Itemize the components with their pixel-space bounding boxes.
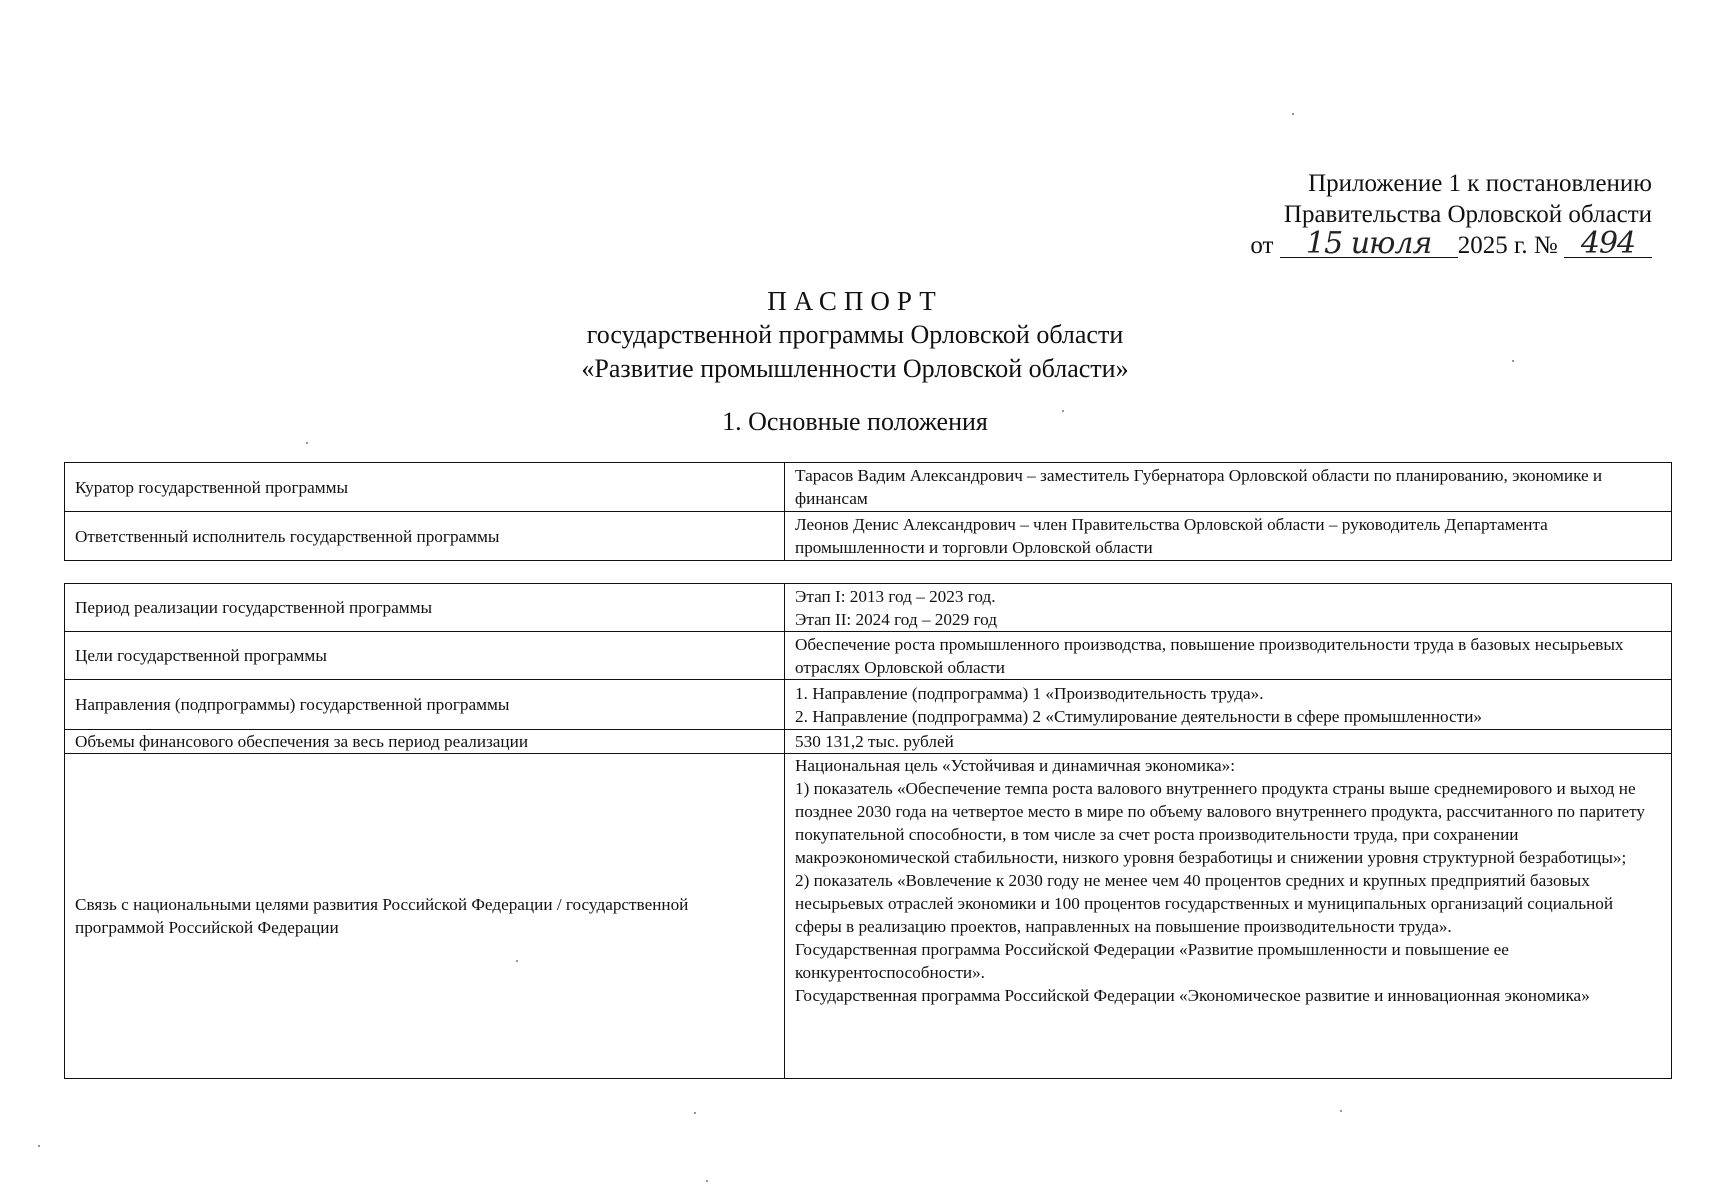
curator-table [64, 462, 1672, 561]
scan-speck [516, 960, 518, 962]
scan-speck [1292, 113, 1294, 115]
curator-value: Тарасов Вадим Александрович – заместитель Губернатора Орловской области по планированию, экономике и финансам [785, 463, 1672, 512]
funding-label: Объемы финансового обеспечения за весь период реализации [65, 730, 785, 754]
executor-label: Ответственный исполнитель государственной программы [65, 512, 785, 561]
directions-label: Направления (подпрограммы) государственной программы [65, 680, 785, 730]
scan-speck [38, 1145, 40, 1147]
title-line-3: «Развитие промышленности Орловской области» [581, 354, 1129, 383]
links-line-3: 2) показатель «Вовлечение к 2030 году не менее чем 40 процентов средних и крупных предприятий базовых несырьевых отраслей экономики и 100 процентов государственных и муниципальных организаций социальной сферы в реализацию проектов, направленных на повышение производительности труда». [795, 871, 1614, 936]
goals-value: Обеспечение роста промышленного производства, повышение производительности труда в базовых несырьевых отраслях Орловской области [785, 632, 1672, 680]
scan-speck [706, 1180, 708, 1182]
directions-value [785, 680, 1672, 730]
title-line-2: государственной программы Орловской области [586, 320, 1124, 349]
goals-label: Цели государственной программы [65, 632, 785, 680]
period-stage-2: Этап II: 2024 год – 2029 год [795, 609, 997, 629]
period-label: Период реализации государственной программы [65, 584, 785, 632]
direction-1: 1. Направление (подпрограмма) 1 «Производительность труда». [795, 683, 1264, 703]
scan-speck [1062, 410, 1064, 412]
table-row [65, 754, 1672, 1079]
date-prefix: от [1250, 232, 1274, 259]
links-line-5: Государственная программа Российской Федерации «Экономическое развитие и инновационная экономика» [795, 986, 1590, 1005]
scan-speck [306, 442, 308, 444]
program-table [64, 583, 1672, 1079]
direction-2: 2. Направление (подпрограмма) 2 «Стимулирование деятельности в сфере промышленности» [795, 706, 1482, 726]
appendix-line-2: Правительства Орловской области [1283, 201, 1652, 228]
document-title [0, 284, 1710, 386]
table-row [65, 584, 1672, 632]
appendix-date-line [1192, 226, 1652, 261]
table-row [65, 632, 1672, 680]
period-value [785, 584, 1672, 632]
date-field [1280, 226, 1458, 261]
table-row [65, 463, 1672, 512]
title-passport: ПАСПОРТ [767, 286, 943, 316]
links-line-1: Национальная цель «Устойчивая и динамичная экономика»: [795, 756, 1236, 775]
appendix-line-1: Приложение 1 к постановлению [1308, 170, 1652, 197]
handwritten-date: 15 июля [1305, 226, 1432, 261]
scan-speck [694, 1112, 696, 1114]
appendix-header [1192, 168, 1652, 261]
table-row [65, 512, 1672, 561]
handwritten-number: 494 [1580, 226, 1636, 261]
funding-value: 530 131,2 тыс. рублей [785, 730, 1672, 754]
links-label: Связь с национальными целями развития Российской Федерации / государственной программой Российской Федерации [65, 754, 785, 1079]
number-field [1564, 226, 1652, 261]
curator-label: Куратор государственной программы [65, 463, 785, 512]
table-row [65, 730, 1672, 754]
year-suffix: 2025 г. № [1457, 232, 1558, 259]
links-value [785, 754, 1672, 1079]
executor-value: Леонов Денис Александрович – член Правительства Орловской области – руководитель Департамента промышленности и торговли Орловской области [785, 512, 1672, 561]
links-line-2: 1) показатель «Обеспечение темпа роста валового внутреннего продукта страны выше среднемирового и выход не позднее 2030 года на четвертое место в мире по объему валового внутреннего продукта, рассчитанного по паритету покупательной способности, в том числе за счет роста производительности труда, при сохранении макроэкономической стабильности, низкого уровня безработицы и снижении уровня структурной безработицы»; [795, 779, 1645, 867]
links-line-4: Государственная программа Российской Федерации «Развитие промышленности и повышение ее конкурентоспособности». [795, 940, 1509, 982]
period-stage-1: Этап I: 2013 год – 2023 год. [795, 586, 996, 606]
section-heading: 1. Основные положения [722, 407, 988, 436]
scan-speck [1512, 360, 1514, 362]
scan-speck [1340, 1110, 1342, 1112]
table-row [65, 680, 1672, 730]
